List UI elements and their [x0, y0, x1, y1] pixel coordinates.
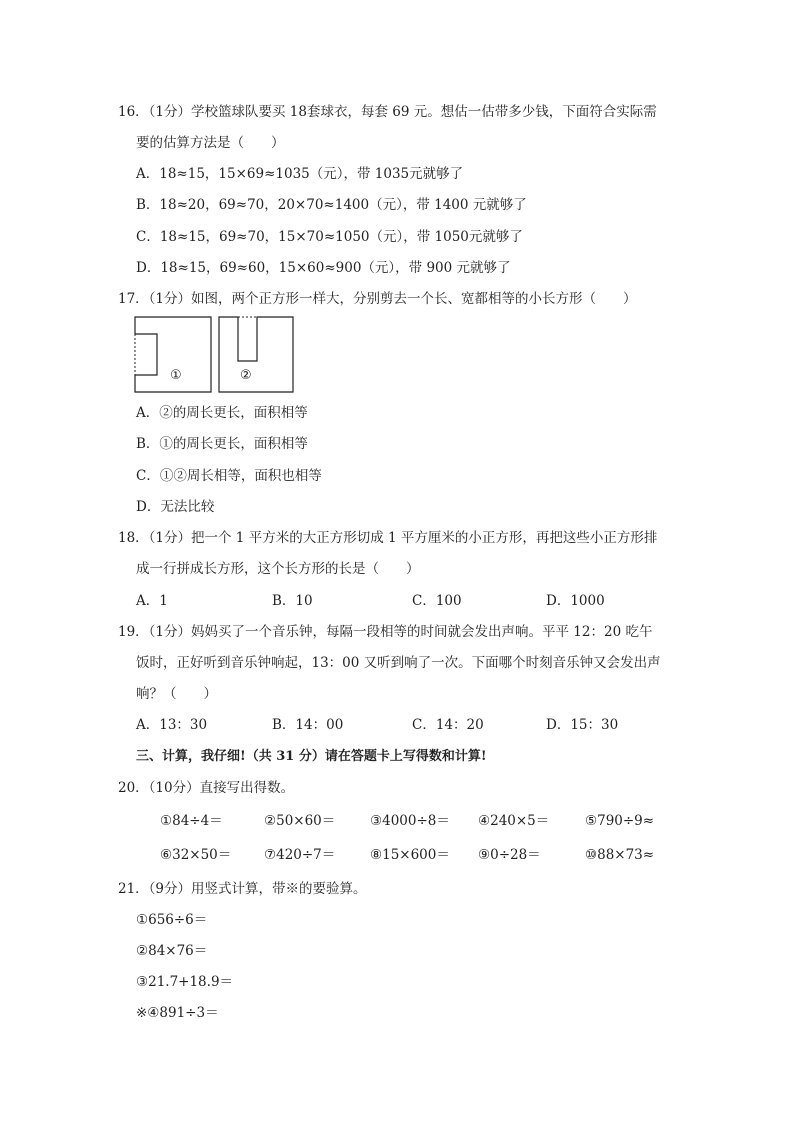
q21-item-4: ※④891÷3＝: [136, 1005, 219, 1021]
q21-item-1: ①656÷6＝: [136, 912, 208, 928]
q19-stem-line2: 饭时，正好听到音乐钟响起，13：00 又听到响了一次。下面哪个时刻音乐钟又会发出声: [136, 655, 661, 671]
q17-figure-1: [135, 317, 211, 392]
q20-item-6: ⑥32×50＝: [160, 847, 232, 863]
q21-item-3: ③21.7+18.9＝: [136, 974, 234, 990]
q21-stem: 21．（9分）用竖式计算，带※的要验算。: [118, 881, 367, 897]
q19-option-b: B．14：00: [272, 717, 344, 733]
q20-item-4: ④240×5＝: [478, 813, 550, 829]
q19-stem-line1: 19．（1分）妈妈买了一个音乐钟，每隔一段相等的时间就会发出声响。平平 12：20 吃午: [118, 624, 653, 640]
q18-option-c: C．100: [412, 593, 462, 609]
q18-option-a: A．1: [136, 593, 168, 609]
q19-option-a: A．13：30: [136, 717, 208, 733]
q17-option-c: C．①②周长相等，面积也相等: [136, 468, 322, 484]
q17-option-b: B．①的周长更长，面积相等: [136, 436, 308, 452]
q17-option-d: D．无法比较: [136, 499, 215, 515]
q18-stem-line2: 成一行拼成长方形，这个长方形的长是（ ）: [136, 561, 420, 577]
q20-item-3: ③4000÷8＝: [370, 813, 450, 829]
q20-stem: 20．（10分）直接写出得数。: [118, 780, 295, 796]
q16-option-d: D．18≈15，69≈60，15×60≈900（元），带 900 元就够了: [136, 260, 511, 276]
q20-item-1: ①84÷4＝: [160, 813, 223, 829]
q20-item-5: ⑤790÷9≈: [585, 813, 655, 829]
q17-figure-1-label: ①: [170, 368, 182, 383]
q17-figure-2: [219, 317, 293, 392]
section-3-heading: 三、计算，我仔细!（共 31 分）请在答题卡上写得数和计算!: [136, 749, 487, 764]
q19-stem-line3: 响？（ ）: [136, 686, 217, 702]
q17-figure-2-label: ②: [240, 368, 252, 383]
q17-option-a: A．②的周长更长，面积相等: [136, 405, 308, 421]
q20-item-10: ⑩88×73≈: [585, 847, 655, 863]
q16-option-c: C．18≈15，69≈70，15×70≈1050（元），带 1050元就够了: [136, 229, 523, 245]
q20-row-2: [160, 846, 680, 864]
q18-options: [136, 592, 656, 610]
q21-item-2: ②84×76＝: [136, 943, 208, 959]
q19-option-d: D．15：30: [546, 717, 619, 733]
q16-stem-line1: 16．（1分）学校篮球队要买 18套球衣，每套 69 元。想估一估带多少钱，下面符合实际需: [118, 104, 657, 120]
q20-row-1: [160, 812, 680, 830]
q17-stem: 17．（1分）如图，两个正方形一样大，分别剪去一个长、宽都相等的小长方形（ ）: [118, 291, 637, 307]
q19-option-c: C．14：20: [412, 717, 484, 733]
q16-stem-line2: 要的估算方法是（ ）: [136, 135, 285, 151]
q18-stem-line1: 18．（1分）把一个 1 平方米的大正方形切成 1 平方厘米的小正方形，再把这些小正方形排: [118, 530, 658, 546]
q20-item-7: ⑦420÷7＝: [264, 847, 336, 863]
q20-item-9: ⑨0÷28＝: [478, 847, 541, 863]
q17-squares-figure: [134, 316, 296, 396]
q20-item-8: ⑧15×600＝: [370, 847, 450, 863]
q20-item-2: ②50×60＝: [264, 813, 336, 829]
q16-option-a: A．18≈15，15×69≈1035（元），带 1035元就够了: [136, 166, 464, 182]
q18-option-d: D．1000: [546, 593, 605, 609]
q16-option-b: B．18≈20，69≈70，20×70≈1400（元），带 1400 元就够了: [136, 197, 527, 213]
q19-options: [136, 716, 656, 734]
q18-option-b: B．10: [272, 593, 313, 609]
